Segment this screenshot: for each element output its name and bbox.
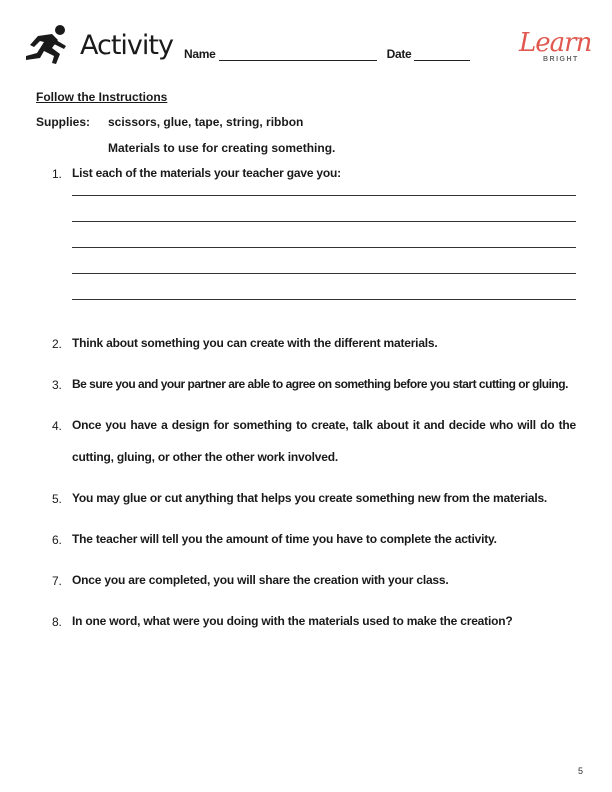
name-field[interactable] — [219, 48, 377, 61]
item-number: 2. — [52, 337, 62, 351]
page-header — [0, 0, 612, 80]
supplies-label: Supplies: — [36, 115, 91, 129]
logo-main-text: Learn — [519, 28, 592, 58]
answer-line[interactable] — [72, 221, 576, 222]
item-text: In one word, what were you doing with the materials used to make the creation? — [72, 614, 513, 628]
runner-icon — [22, 24, 72, 66]
item-text: Once you are completed, you will share the creation with your class. — [72, 573, 449, 587]
item-number: 1. — [52, 167, 62, 181]
section-title: Follow the Instructions — [36, 90, 168, 104]
date-field[interactable] — [414, 48, 470, 61]
name-date-line — [184, 47, 470, 61]
answer-line[interactable] — [72, 195, 576, 196]
learn-bright-logo — [519, 28, 592, 66]
logo-sub-text: BRIGHT — [543, 56, 579, 63]
item-number: 4. — [52, 419, 62, 433]
date-label: Date — [386, 47, 412, 61]
answer-line[interactable] — [72, 273, 576, 274]
item-text: List each of the materials your teacher gave you: — [72, 166, 341, 180]
item-text: Once you have a design for something to create, talk about it and decide who will do the cutting, gluing, or other the other work involved. — [72, 418, 576, 464]
item-text: Be sure you and your partner are able to agree on something before you start cutting or gluing. — [72, 377, 568, 391]
supplies-list: scissors, glue, tape, string, ribbon — [108, 115, 304, 129]
item-number: 3. — [52, 378, 62, 392]
item-number: 5. — [52, 492, 62, 506]
item-text: The teacher will tell you the amount of time you have to complete the activity. — [72, 532, 497, 546]
answer-line[interactable] — [72, 299, 576, 300]
activity-title: Activity — [80, 30, 173, 61]
answer-line[interactable] — [72, 247, 576, 248]
item-text: You may glue or cut anything that helps you create something new from the materials. — [72, 491, 548, 505]
name-label: Name — [184, 47, 216, 61]
item-number: 8. — [52, 615, 62, 629]
page-number: 5 — [578, 766, 584, 776]
item-number: 7. — [52, 574, 62, 588]
supplies-note: Materials to use for creating something. — [108, 141, 336, 155]
item-text: Think about something you can create with the different materials. — [72, 336, 438, 350]
item-number: 6. — [52, 533, 62, 547]
